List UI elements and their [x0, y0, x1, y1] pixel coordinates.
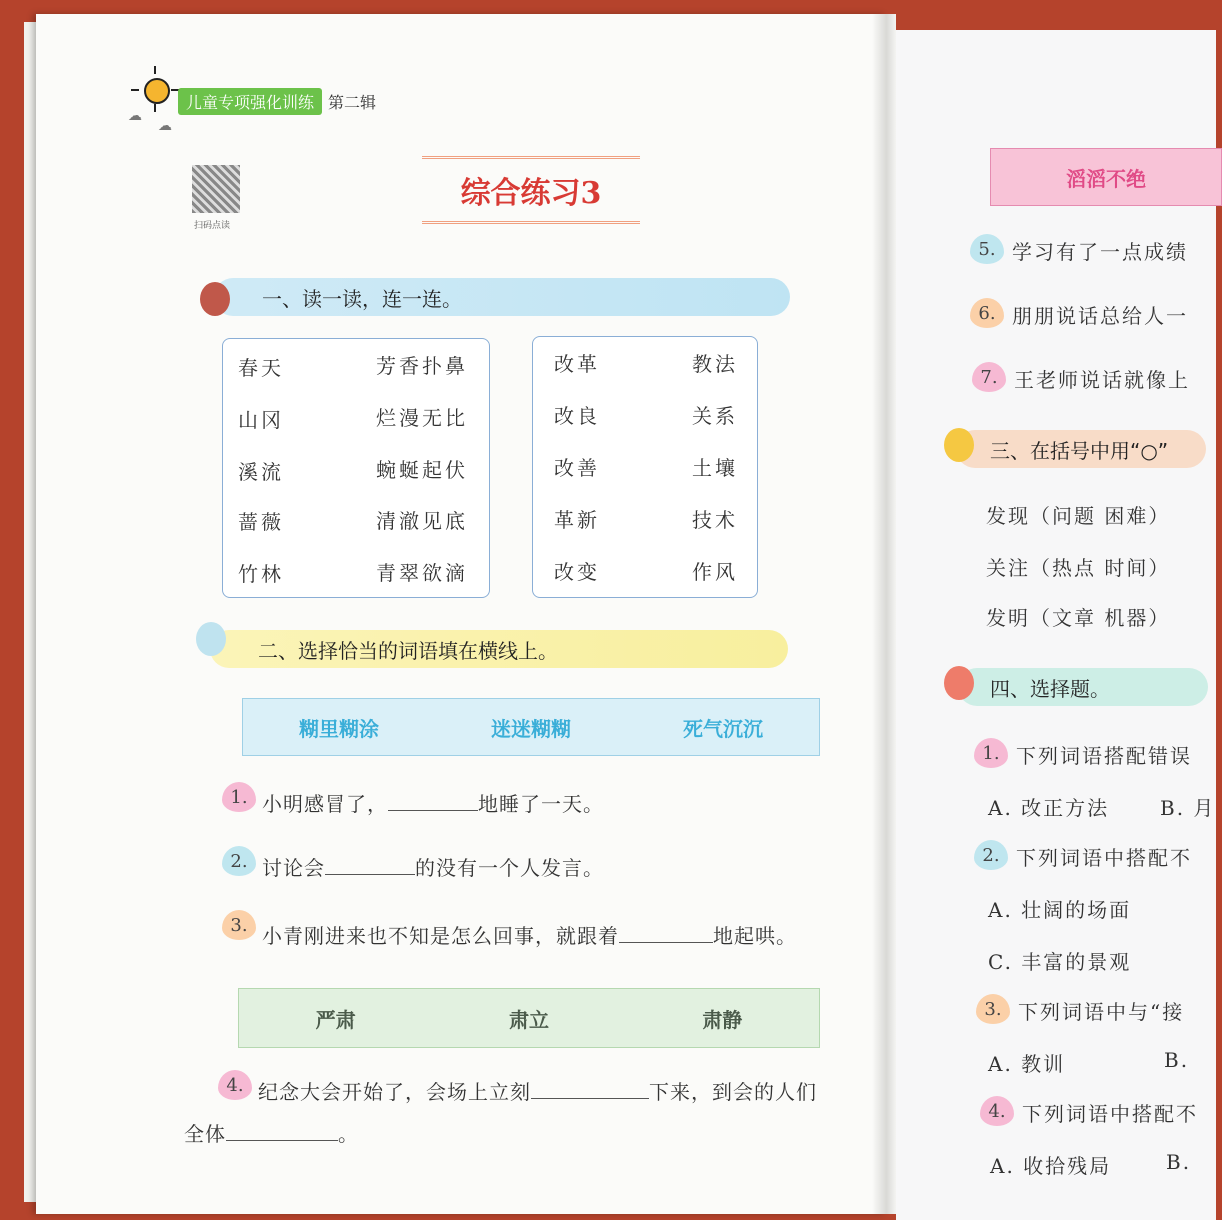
question-text: 纪念大会开始了，会场上立刻 [258, 1080, 531, 1104]
choice-word[interactable]: 肃立 [508, 1007, 549, 1032]
question-number: 4. [218, 1070, 252, 1100]
word-item[interactable]: 改善 [554, 456, 600, 480]
choice-word[interactable]: 糊里糊涂 [299, 716, 379, 741]
word-pair[interactable]: 关注（热点 时间） [986, 556, 1171, 580]
choice-word[interactable]: 严肃 [315, 1007, 356, 1032]
word-item[interactable]: 改革 [554, 352, 600, 376]
mc-option[interactable]: A. 教训 [988, 1052, 1066, 1076]
question-text: 。 [338, 1122, 359, 1146]
question-text: 地起哄。 [713, 924, 797, 948]
word-item[interactable]: 作风 [692, 560, 738, 584]
mc-question: 下列词语中与“接 [1018, 1000, 1185, 1024]
title-box [422, 156, 640, 224]
section-1-header [214, 278, 790, 316]
question-text: 地睡了一天。 [478, 792, 604, 816]
cloud-icon: ☁ [128, 108, 142, 124]
right-item-text: 朋朋说话总给人一 [1012, 304, 1188, 328]
word-item[interactable]: 关系 [692, 404, 738, 428]
answer-blank[interactable] [531, 1080, 649, 1099]
word-item[interactable]: 山冈 [238, 408, 284, 432]
question-number: 3. [976, 994, 1010, 1024]
question-number: 2. [974, 840, 1008, 870]
choice-word[interactable]: 迷迷糊糊 [491, 716, 571, 741]
series-badge: 儿童专项强化训练 [178, 88, 322, 115]
right-item-text: 学习有了一点成绩 [1012, 240, 1188, 264]
mc-question: 下列词语中搭配不 [1022, 1102, 1198, 1126]
mc-option[interactable]: A. 改正方法 [988, 796, 1110, 820]
word-item[interactable]: 溪流 [238, 460, 284, 484]
section-4-heading: 四、选择题。 [990, 676, 1110, 701]
right-title-box [990, 148, 1222, 206]
word-item[interactable]: 春天 [238, 356, 284, 380]
octopus-mascot-icon [944, 666, 974, 700]
choices-banner-b [238, 988, 820, 1048]
mc-option[interactable]: C. 丰富的景观 [988, 950, 1132, 974]
question-1 [262, 788, 604, 817]
word-item[interactable]: 蜿蜒起伏 [376, 458, 468, 482]
question-text: 全体 [184, 1122, 226, 1146]
page-title: 综合练习3 [460, 176, 602, 211]
bear-mascot-icon [200, 282, 230, 316]
mc-option[interactable]: B. 月 [1160, 796, 1216, 820]
book-spine [872, 14, 896, 1214]
word-item[interactable]: 改良 [554, 404, 600, 428]
question-number: 3. [222, 910, 256, 940]
word-item[interactable]: 竹林 [238, 562, 284, 586]
word-pair[interactable]: 发明（文章 机器） [986, 606, 1171, 630]
mc-question: 下列词语搭配错误 [1016, 744, 1192, 768]
answer-blank[interactable] [388, 792, 478, 811]
right-page-title: 滔滔不绝 [1066, 166, 1146, 191]
section-4-header [958, 668, 1208, 706]
answer-blank[interactable] [619, 924, 713, 943]
section-2-heading: 二、选择恰当的词语填在横线上。 [258, 638, 558, 663]
qr-label: 扫码点读 [194, 221, 231, 231]
question-text: 讨论会 [262, 856, 325, 880]
mc-option[interactable]: B. [1166, 1150, 1192, 1174]
question-3 [262, 920, 797, 949]
section-3-header [956, 430, 1206, 468]
right-item-text: 王老师说话就像上 [1014, 368, 1190, 392]
qr-code-icon[interactable] [192, 165, 240, 213]
word-item[interactable]: 改变 [554, 560, 600, 584]
mc-option[interactable]: B. [1164, 1048, 1190, 1072]
choice-word[interactable]: 死气沉沉 [683, 716, 763, 741]
mc-option[interactable]: A. 壮阔的场面 [988, 898, 1132, 922]
word-item[interactable]: 清澈见底 [376, 509, 468, 533]
mc-question: 下列词语中搭配不 [1016, 846, 1192, 870]
question-text: 小青刚进来也不知是怎么回事，就跟着 [262, 924, 619, 948]
question-number: 1. [222, 782, 256, 812]
question-4-line2 [184, 1118, 359, 1147]
section-1-heading: 一、读一读，连一连。 [262, 286, 462, 311]
question-4 [258, 1076, 817, 1105]
word-item[interactable]: 革新 [554, 508, 600, 532]
question-number: 5. [970, 234, 1004, 264]
duck-mascot-icon [944, 428, 974, 462]
series-volume: 第二辑 [328, 93, 377, 112]
cloud-icon: ☁ [158, 118, 172, 134]
word-item[interactable]: 土壤 [692, 456, 738, 480]
dragon-mascot-icon [196, 622, 226, 656]
question-text: 小明感冒了， [262, 792, 388, 816]
mc-option[interactable]: A. 收拾残局 [990, 1154, 1112, 1178]
answer-blank[interactable] [325, 856, 415, 875]
word-item[interactable]: 青翠欲滴 [376, 561, 468, 585]
question-number: 4. [980, 1096, 1014, 1126]
word-pair[interactable]: 发现（问题 困难） [986, 504, 1171, 528]
word-item[interactable]: 教法 [692, 352, 738, 376]
question-number: 6. [970, 298, 1004, 328]
word-item[interactable]: 烂漫无比 [376, 406, 468, 430]
choice-word[interactable]: 肃静 [702, 1007, 743, 1032]
word-item[interactable]: 芳香扑鼻 [376, 354, 468, 378]
word-item[interactable]: 蔷薇 [238, 510, 284, 534]
question-text: 的没有一个人发言。 [415, 856, 604, 880]
question-number: 2. [222, 846, 256, 876]
choices-banner-a [242, 698, 820, 756]
question-number: 1. [974, 738, 1008, 768]
question-2 [262, 852, 604, 881]
section-2-header [210, 630, 788, 668]
question-number: 7. [972, 362, 1006, 392]
question-text: 下来，到会的人们 [649, 1080, 817, 1104]
answer-blank[interactable] [226, 1122, 338, 1141]
section-3-heading: 三、在括号中用“○” [990, 438, 1169, 463]
word-item[interactable]: 技术 [692, 508, 738, 532]
